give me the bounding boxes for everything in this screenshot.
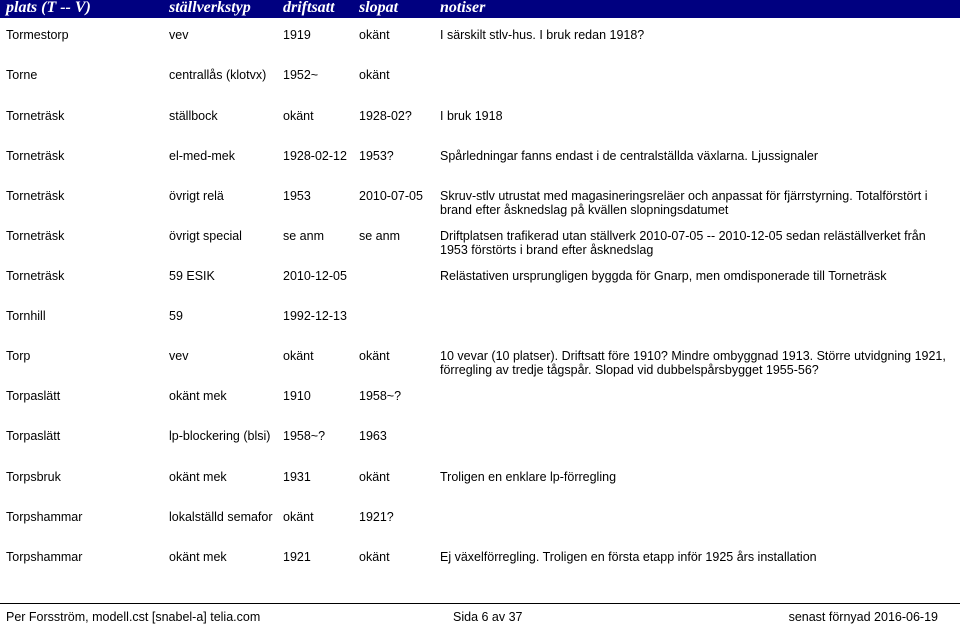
footer-updated: senast förnyad 2016-06-19 xyxy=(788,610,938,624)
cell-slopat: okänt xyxy=(359,28,390,42)
cell-driftsatt: 1910 xyxy=(283,389,311,403)
cell-slopat: 2010-07-05 xyxy=(359,189,423,203)
cell-driftsatt: 1919 xyxy=(283,28,311,42)
table-header xyxy=(0,0,960,18)
cell-stallverkstyp: övrigt relä xyxy=(169,189,224,203)
cell-stallverkstyp: 59 ESIK xyxy=(169,269,215,283)
cell-plats: Torpaslätt xyxy=(6,389,61,403)
cell-notiser: Ej växelförregling. Troligen en första etapp inför 1925 års installation xyxy=(440,550,817,564)
cell-plats: Torp xyxy=(6,349,31,363)
cell-slopat: okänt xyxy=(359,349,390,363)
cell-plats: Torneträsk xyxy=(6,109,65,123)
cell-driftsatt: 1992-12-13 xyxy=(283,309,347,323)
cell-plats: Torneträsk xyxy=(6,229,65,243)
header-slopat: slopat xyxy=(359,0,399,16)
cell-notiser: Skruv-stlv utrustat med magasineringsreläer och anpassat för fjärrstyrning. Totalförstört i brand efter åsknedslag på kvällen slopningsdatumet xyxy=(440,189,928,217)
cell-driftsatt: 2010-12-05 xyxy=(283,269,347,283)
cell-plats: Torpsbruk xyxy=(6,470,61,484)
cell-stallverkstyp: okänt mek xyxy=(169,470,227,484)
cell-slopat: okänt xyxy=(359,68,390,82)
cell-plats: Torneträsk xyxy=(6,149,65,163)
cell-slopat: 1928-02? xyxy=(359,109,412,123)
cell-stallverkstyp: lokalställd semafor xyxy=(169,510,273,524)
cell-plats: Tormestorp xyxy=(6,28,69,42)
cell-driftsatt: 1931 xyxy=(283,470,311,484)
cell-notiser: 10 vevar (10 platser). Driftsatt före 1910? Mindre ombyggnad 1913. Större utvidgning 1921, förregling av tredje tågspår. Slopad vid dubbelspårsbygget 1955-56? xyxy=(440,349,946,377)
cell-plats: Tornhill xyxy=(6,309,46,323)
cell-notiser: Spårledningar fanns endast i de centralställda växlarna. Ljussignaler xyxy=(440,149,819,163)
header-driftsatt: driftsatt xyxy=(283,0,335,16)
cell-slopat: okänt xyxy=(359,550,390,564)
cell-stallverkstyp: vev xyxy=(169,28,189,42)
cell-driftsatt: 1958~? xyxy=(283,429,326,443)
cell-driftsatt: 1953 xyxy=(283,189,311,203)
cell-stallverkstyp: centrallås (klotvx) xyxy=(169,68,267,82)
cell-stallverkstyp: ställbock xyxy=(169,109,218,123)
header-notiser: notiser xyxy=(440,0,486,16)
cell-stallverkstyp: övrigt special xyxy=(169,229,242,243)
header-plats: plats (T -- V) xyxy=(6,0,91,16)
cell-driftsatt: 1921 xyxy=(283,550,311,564)
cell-plats: Torpaslätt xyxy=(6,429,61,443)
cell-stallverkstyp: okänt mek xyxy=(169,550,227,564)
cell-stallverkstyp: vev xyxy=(169,349,189,363)
cell-slopat: 1953? xyxy=(359,149,394,163)
cell-stallverkstyp: el-med-mek xyxy=(169,149,235,163)
cell-notiser: Troligen en enklare lp-förregling xyxy=(440,470,617,484)
cell-plats: Torneträsk xyxy=(6,189,65,203)
cell-slopat: 1958~? xyxy=(359,389,402,403)
cell-driftsatt: se anm xyxy=(283,229,324,243)
cell-driftsatt: 1952~ xyxy=(283,68,319,82)
cell-driftsatt: okänt xyxy=(283,109,314,123)
cell-slopat: 1921? xyxy=(359,510,394,524)
cell-stallverkstyp: lp-blockering (blsi) xyxy=(169,429,271,443)
cell-plats: Torpshammar xyxy=(6,550,83,564)
cell-notiser: I särskilt stlv-hus. I bruk redan 1918? xyxy=(440,28,645,42)
cell-slopat: okänt xyxy=(359,470,390,484)
cell-notiser: Relästativen ursprungligen byggda för Gnarp, men omdisponerade till Torneträsk xyxy=(440,269,887,283)
cell-plats: Torpshammar xyxy=(6,510,83,524)
cell-slopat: se anm xyxy=(359,229,400,243)
cell-stallverkstyp: okänt mek xyxy=(169,389,227,403)
footer-page-number: Sida 6 av 37 xyxy=(453,610,523,624)
cell-driftsatt: okänt xyxy=(283,349,314,363)
cell-notiser: I bruk 1918 xyxy=(440,109,503,123)
cell-slopat: 1963 xyxy=(359,429,387,443)
header-stallverkstyp: ställverkstyp xyxy=(169,0,251,16)
cell-driftsatt: okänt xyxy=(283,510,314,524)
cell-notiser: Driftplatsen trafikerad utan ställverk 2010-07-05 -- 2010-12-05 sedan reläställverket från 1953 förstörts i brand efter åsknedslag xyxy=(440,229,926,257)
cell-plats: Torne xyxy=(6,68,38,82)
cell-plats: Torneträsk xyxy=(6,269,65,283)
cell-driftsatt: 1928-02-12 xyxy=(283,149,347,163)
cell-stallverkstyp: 59 xyxy=(169,309,183,323)
footer-divider xyxy=(0,603,960,604)
footer-author: Per Forsström, modell.cst [snabel-a] telia.com xyxy=(6,610,261,624)
